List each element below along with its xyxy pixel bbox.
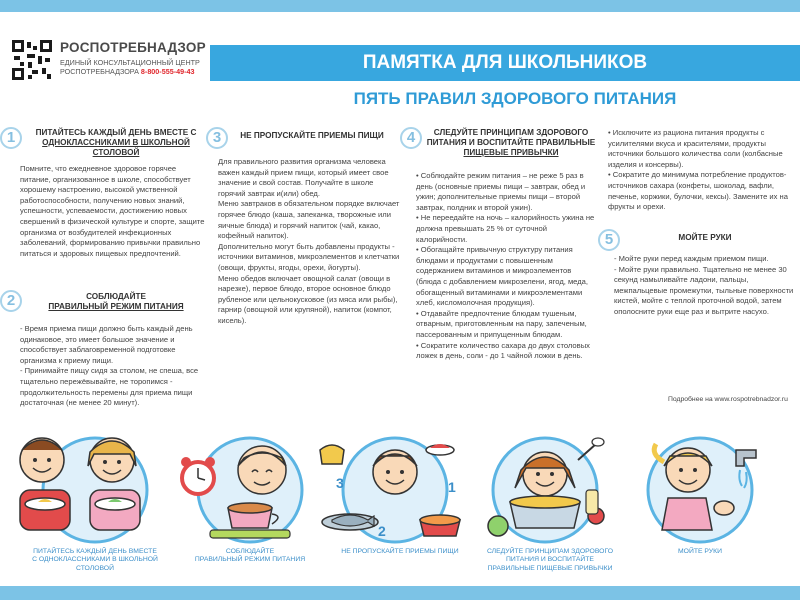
title-band (210, 45, 800, 81)
brand-line2-row (60, 67, 210, 76)
caption-4-line1: СЛЕДУЙТЕ ПРИНЦИПАМ ЗДОРОВОГО (486, 548, 614, 555)
qr-code-icon (12, 40, 52, 80)
caption-1-line3: СТОЛОВОЙ (76, 564, 114, 572)
rule-4-heading (426, 128, 596, 158)
rule-5-heading: МОЙТЕ РУКИ (678, 233, 732, 242)
page-subtitle: ПЯТЬ ПРАВИЛ ЗДОРОВОГО ПИТАНИЯ (353, 89, 677, 108)
caption-4 (475, 548, 625, 573)
brand-name: РОСПОТРЕБНАДЗОР (60, 40, 206, 55)
source-link[interactable]: Подробнее на www.rospotrebnadzor.ru (668, 396, 788, 403)
rule-4-text: • Соблюдайте режим питания – не реже 5 раз в день (основные приемы пищи – завтрак, обед и ужин; дополнительные приемы пищи – второй завтрак, полдник и второй ужин). • Не переедайте на ночь – калорийность ужина не должна превышать 25 % от суточной калорийности. • Обогащайте привычную структуру питания блюдами и продуктами с повышенным содержанием витаминов и микроэлементов (блюда с добавлением микрозелени, ягод, меда, обогащенный витаминами и микроэлементами хлеб, кисломолочная продукция). • Отдавайте предпочтение блюдам тушеным, отварным, приготовленным на пару, запеченым, пассерованным и припущенным блюдам. • Сократите количество сахара до двух столовых ложек в день, соли - до 1 чайной ложки в день. (416, 171, 595, 361)
caption-4-line3: ПРАВИЛЬНЫЕ ПИЩЕВЫЕ ПРИВЫЧКИ (487, 564, 613, 572)
rule-number-1: 1 (0, 127, 22, 149)
caption-4-line2: ПИТАНИЯ И ВОСПИТАЙТЕ (506, 556, 594, 564)
rule-number-5: 5 (598, 229, 620, 251)
bottom-stripe (0, 586, 800, 600)
caption-3: НЕ ПРОПУСКАЙТЕ ПРИЕМЫ ПИЩИ (341, 548, 459, 555)
rule-1-heading-line1: ПИТАЙТЕСЬ КАЖДЫЙ ДЕНЬ ВМЕСТЕ С (35, 128, 197, 137)
illustrations-row (0, 430, 800, 548)
brand-subtitle (60, 58, 210, 76)
rule-number-2: 2 (0, 290, 22, 312)
caption-5: МОЙТЕ РУКИ (678, 548, 722, 555)
caption-1-line2: С ОДНОКЛАССНИКАМИ В ШКОЛЬНОЙ (32, 556, 158, 564)
girl-washing-hands-illustration (648, 438, 756, 542)
illustration-number-2: 2 (378, 523, 386, 539)
brand-line2: РОСПОТРЕБНАДЗОРА (60, 67, 139, 76)
rule-2-heading-line1: СОБЛЮДАЙТЕ (86, 292, 146, 301)
caption-2 (180, 548, 320, 565)
rule-3-heading: НЕ ПРОПУСКАЙТЕ ПРИЕМЫ ПИЩИ (240, 131, 384, 140)
illustration-number-3: 3 (336, 475, 344, 491)
rule-4-heading-line1: СЛЕДУЙТЕ ПРИНЦИПАМ ЗДОРОВОГО (433, 128, 589, 137)
rule-2-heading (26, 292, 206, 312)
rule-1-text: Помните, что ежедневное здоровое горячее питание, организованное в школе, способствует хорошему настроению, высокой умственной работоспособности, получению новых знаний, успешности, успеваемости, достижению новых свершений в физической культуре и спорте, защите организма от возбудителей инфекционных заболеваний, формированию привычки правильно питаться и здоровых пищевых предпочтений. (20, 164, 205, 258)
caption-2-line1: СОБЛЮДАЙТЕ (225, 548, 275, 555)
rule-4-heading-line3: ПИЩЕВЫЕ ПРИВЫЧКИ (463, 148, 559, 157)
rule-3-text: Для правильного развития организма человека важен каждый прием пищи, который имеет свое значение и свой состав. Получайте в школе горячий завтрак и(или) обед. Меню завтраков в обязательном порядке включает горячее блюдо (каша, запеканка, творожные или яичные блюда) и горячий напиток (чай, какао, кофейный напиток). Дополнительно могут быть добавлены продукты - источники витаминов, микроэлементов и клетчатки (овощи, фрукты, ягоды, орехи, йогурты). Меню обедов включает овощной салат (овощи в нарезке), первое блюдо, второе основное блюдо рубленое или цельнокусковое (из мяса или рыбы), гарнир (овощной или крупяной), напиток (компот, кисель). (218, 157, 400, 325)
rule-5-text: - Мойте руки перед каждым приемом пищи. - Мойте руки правильно. Тщательно не менее 30 секунд намыливайте ладони, пальцы, межпальцевые промежутки, тыльные поверхности кистей, мойте с теплой проточной водой, затем ополосните руки еще раз и вытрите насухо. (614, 254, 794, 316)
page-title: ПАМЯТКА ДЛЯ ШКОЛЬНИКОВ (362, 52, 648, 73)
rule-number-4: 4 (400, 127, 422, 149)
caption-2-line2: ПРАВИЛЬНЫЙ РЕЖИМ ПИТАНИЯ (194, 556, 306, 564)
illustration-number-1: 1 (448, 479, 456, 495)
brand-block (60, 40, 210, 76)
rule-4-heading-line2: ПИТАНИЯ И ВОСПИТАЙТЕ ПРАВИЛЬНЫЕ (426, 138, 596, 147)
rule-1-heading-line2: ОДНОКЛАССНИКАМИ В ШКОЛЬНОЙ СТОЛОВОЙ (42, 138, 190, 157)
girl-clock-illustration (181, 438, 302, 542)
rule-4-text-continued: • Исключите из рациона питания продукты с усилителями вкуса и красителями, продукты источники большого количества соли (колбасные изделия и консервы). • Сократите до минимума потребление продуктов-источников сахара (конфеты, шоколад, вафли, печенье, коржики, булочки, кексы). Замените их на фрукты и орехи. (608, 128, 788, 212)
top-stripe (0, 0, 800, 12)
rule-1-heading (26, 128, 206, 158)
caption-1-line1: ПИТАЙТЕСЬ КАЖДЫЙ ДЕНЬ ВМЕСТЕ (33, 548, 157, 555)
boy-meals-illustration (320, 438, 460, 542)
brand-line1: ЕДИНЫЙ КОНСУЛЬТАЦИОННЫЙ ЦЕНТР (60, 58, 200, 67)
rule-number-3: 3 (206, 127, 228, 149)
caption-1 (20, 548, 170, 573)
rule-2-text: - Время приема пищи должно быть каждый день одинаковое, это имеет большое значение и способствует заблаговременной подготовке организма к приему пищи. - Принимайте пищу сидя за столом, не спеша, все тщательно пережёвывайте, не торопимся - продолжительность перемены для приема пищи достаточная (не менее 20 минут). (20, 324, 199, 408)
kids-eating-illustration (20, 438, 147, 542)
girl-cooking-illustration (488, 438, 604, 542)
brand-phone: 8-800-555-49-43 (140, 67, 195, 76)
rule-2-heading-line2: ПРАВИЛЬНЫЙ РЕЖИМ ПИТАНИЯ (48, 302, 184, 311)
